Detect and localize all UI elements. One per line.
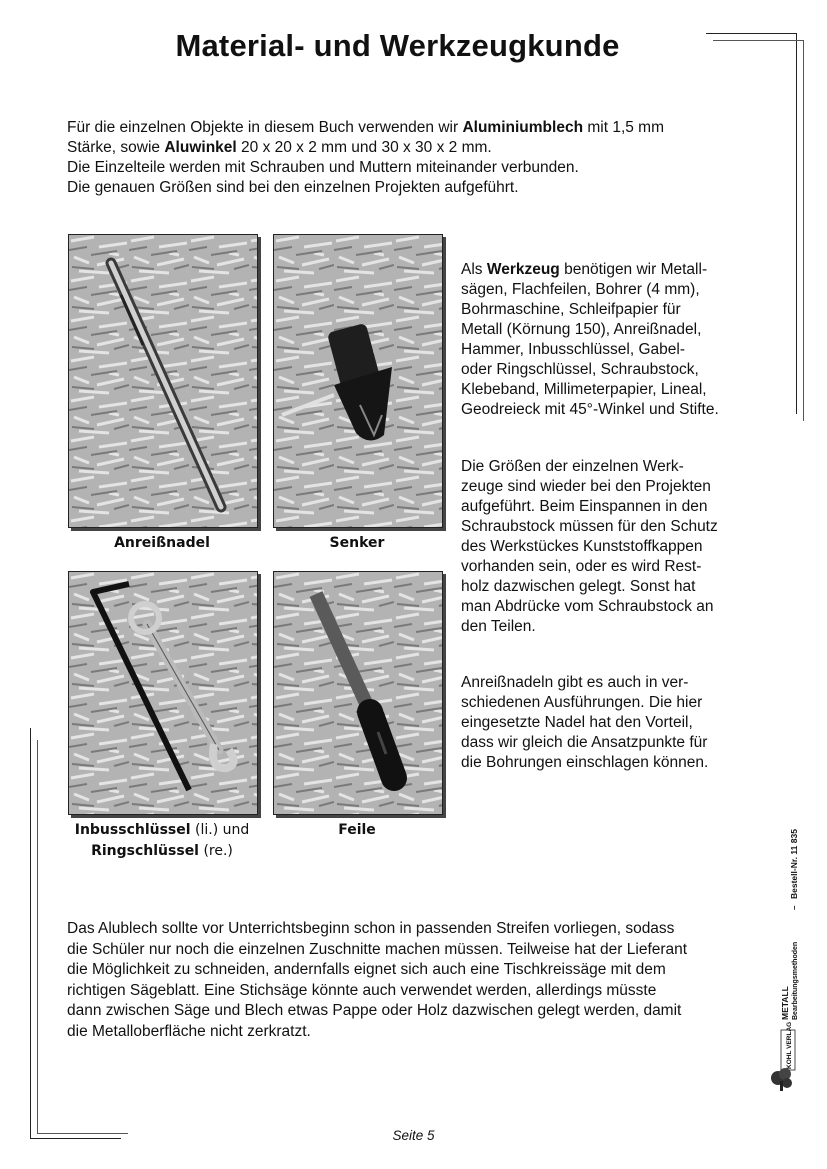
side-title: METALL xyxy=(780,986,790,1020)
bottom-line: dann zwischen Säge und Blech etwas Pappe oder Holz dazwischen gelegt werden, damit xyxy=(67,1002,682,1019)
tools-line: Bohrmaschine, Schleifpapier für xyxy=(461,301,681,318)
bottom-line: Das Alublech sollte vor Unterrichtsbeginn schon in passenden Streifen vorliegen, sodass xyxy=(67,920,675,937)
sizes-line: aufgeführt. Beim Einspannen in den xyxy=(461,498,708,515)
page-number: Seite 5 xyxy=(392,1128,435,1143)
needle-line: eingesetzte Nadel hat den Vorteil, xyxy=(461,714,693,731)
tools-line: Klebeband, Millimeterpapier, Lineal, xyxy=(461,381,707,398)
needle-paragraph xyxy=(461,673,761,773)
tools-text: Als xyxy=(461,261,487,278)
tools-line: Metall (Körnung 150), Anreißnadel, xyxy=(461,321,702,338)
sizes-line: Die Größen der einzelnen Werk- xyxy=(461,458,684,475)
bottom-line: die Metalloberfläche nicht zerkratzt. xyxy=(67,1022,311,1040)
tools-paragraph xyxy=(461,260,761,420)
sizes-line: Schraubstock müssen für den Schutz xyxy=(461,518,718,535)
tools-text: benötigen wir Metall- xyxy=(559,261,708,278)
bottom-paragraph xyxy=(67,919,757,1042)
sizes-paragraph xyxy=(461,457,761,637)
side-dash: – xyxy=(790,905,799,910)
needle-line: dass wir gleich die Ansatzpunkte für xyxy=(461,734,708,751)
caption-senker: Senker xyxy=(329,535,385,551)
intro-text: 20 x 20 x 2 mm und 30 x 30 x 2 mm. xyxy=(236,139,492,156)
photo-senker xyxy=(273,234,443,528)
page-title: Material- und Werkzeugkunde xyxy=(175,28,620,63)
sizes-line: vorhanden sein, oder es wird Rest- xyxy=(461,558,702,575)
intro-paragraph xyxy=(67,118,747,198)
intro-text: Stärke, sowie xyxy=(67,139,165,156)
intro-bold: Aluwinkel xyxy=(164,139,237,156)
sizes-line: holz dazwischen gelegt. Sonst hat xyxy=(461,578,696,595)
caption-text: (li.) und xyxy=(190,822,250,838)
intro-line: Die Einzelteile werden mit Schrauben und Muttern miteinander verbunden. xyxy=(67,159,579,176)
intro-line: Die genauen Größen sind bei den einzelnen Projekten aufgeführt. xyxy=(67,179,519,196)
caption-feile: Feile xyxy=(338,822,376,838)
intro-bold: Aluminiumblech xyxy=(462,119,584,136)
tools-line: Geodreieck mit 45°-Winkel und Stifte. xyxy=(461,401,719,418)
caption-bold: Inbusschlüssel xyxy=(74,822,191,838)
sizes-line: den Teilen. xyxy=(461,618,536,635)
caption-anreissnadel: Anreißnadel xyxy=(114,535,210,551)
photo-inbus-ringschluessel xyxy=(68,571,258,815)
sizes-line: des Werkstückes Kunststoffkappen xyxy=(461,538,703,555)
tools-line: Hammer, Inbusschlüssel, Gabel- xyxy=(461,341,685,358)
bottom-line: richtigen Sägeblatt. Eine Stichsäge könnte auch verwendet werden, allerdings müsste xyxy=(67,981,657,999)
side-order-number: Bestell-Nr. 11 835 xyxy=(789,829,799,899)
tools-line: sägen, Flachfeilen, Bohrer (4 mm), xyxy=(461,281,700,298)
sizes-line: man Abdrücke vom Schraubstock an xyxy=(461,598,714,615)
sizes-line: zeuge sind wieder bei den Projekten xyxy=(461,478,711,495)
side-subtitle: Bearbeitungsmethoden xyxy=(792,941,799,1020)
caption-bold: Ringschlüssel xyxy=(91,843,199,859)
photo-feile xyxy=(273,571,443,815)
side-imprint xyxy=(767,815,807,1095)
publisher-logo-text: KOHL VERLAG xyxy=(786,1021,793,1069)
tools-bold: Werkzeug xyxy=(486,261,560,278)
bottom-line: die Möglichkeit zu schneiden, andernfalls eignet sich auch eine Tischkreissäge mit dem xyxy=(67,961,666,978)
tree-logo-icon xyxy=(771,1068,792,1091)
caption-inbus-ringschluessel xyxy=(60,820,264,862)
intro-text: mit 1,5 mm xyxy=(583,119,664,136)
caption-text: (re.) xyxy=(199,843,233,859)
intro-text: Für die einzelnen Objekte in diesem Buch verwenden wir xyxy=(67,119,463,136)
photo-anreissnadel xyxy=(68,234,258,528)
needle-line: die Bohrungen einschlagen können. xyxy=(461,754,709,771)
tools-line: oder Ringschlüssel, Schraubstock, xyxy=(461,361,699,378)
needle-line: schiedenen Ausführungen. Die hier xyxy=(461,694,703,711)
bottom-line: die Schüler nur noch die einzelnen Zuschnitte machen müssen. Teilweise hat der Lieferant xyxy=(67,940,688,958)
needle-line: Anreißnadeln gibt es auch in ver- xyxy=(461,674,689,691)
